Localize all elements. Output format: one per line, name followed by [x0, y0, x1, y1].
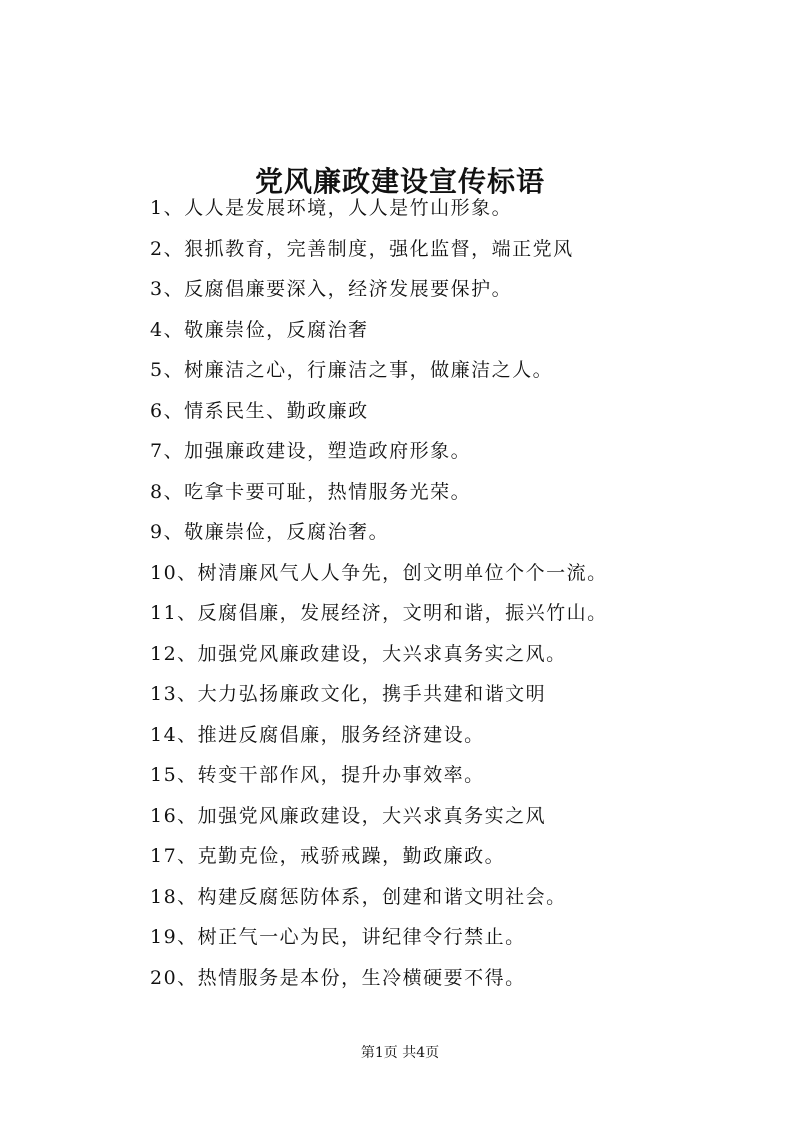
list-item: 11、反腐倡廉，发展经济，文明和谐，振兴竹山。: [150, 602, 608, 624]
list-item: 17、克勤克俭，戒骄戒躁，勤政廉政。: [150, 845, 506, 867]
list-item: 10、树清廉风气人人争先，创文明单位个个一流。: [150, 561, 608, 584]
list-item: 1、人人是发展环境，人人是竹山形象。: [150, 197, 513, 219]
list-item: 15、转变干部作风，提升办事效率。: [150, 764, 485, 786]
list-item: 8、吃拿卡要可耻，热情服务光荣。: [150, 480, 472, 503]
list-item: 19、树正气一心为民，讲纪律令行禁止。: [150, 926, 526, 948]
list-item: 20、热情服务是本份，生冷横硬要不得。: [150, 966, 526, 989]
list-item: 13、大力弘扬廉政文化，携手共建和谐文明: [150, 683, 547, 705]
list-item: 3、反腐倡廉要深入，经济发展要保护。: [150, 278, 513, 300]
list-item: 7、加强廉政建设，塑造政府形象。: [150, 440, 472, 462]
list-item: 14、推进反腐倡廉，服务经济建设。: [150, 723, 485, 746]
list-item: 6、情系民生、勤政廉政: [150, 399, 369, 422]
list-item: 16、加强党风廉政建设，大兴求真务实之风: [150, 804, 547, 827]
list-item: 2、狠抓教育，完善制度，强化监督，端正党风: [150, 237, 574, 260]
list-item: 4、敬廉崇俭，反腐治奢: [150, 318, 369, 341]
list-item: 5、树廉洁之心，行廉洁之事，做廉洁之人。: [150, 359, 554, 381]
page-title: 党风廉政建设宣传标语: [254, 164, 545, 198]
slogan-list: [150, 190, 608, 1000]
list-item: 12、加强党风廉政建设，大兴求真务实之风。: [150, 642, 567, 665]
page-number-footer: 第1页 共4页: [360, 1045, 440, 1061]
list-item: 9、敬廉崇俭，反腐治奢。: [150, 521, 390, 543]
list-item: 18、构建反腐惩防体系，创建和谐文明社会。: [150, 885, 567, 908]
